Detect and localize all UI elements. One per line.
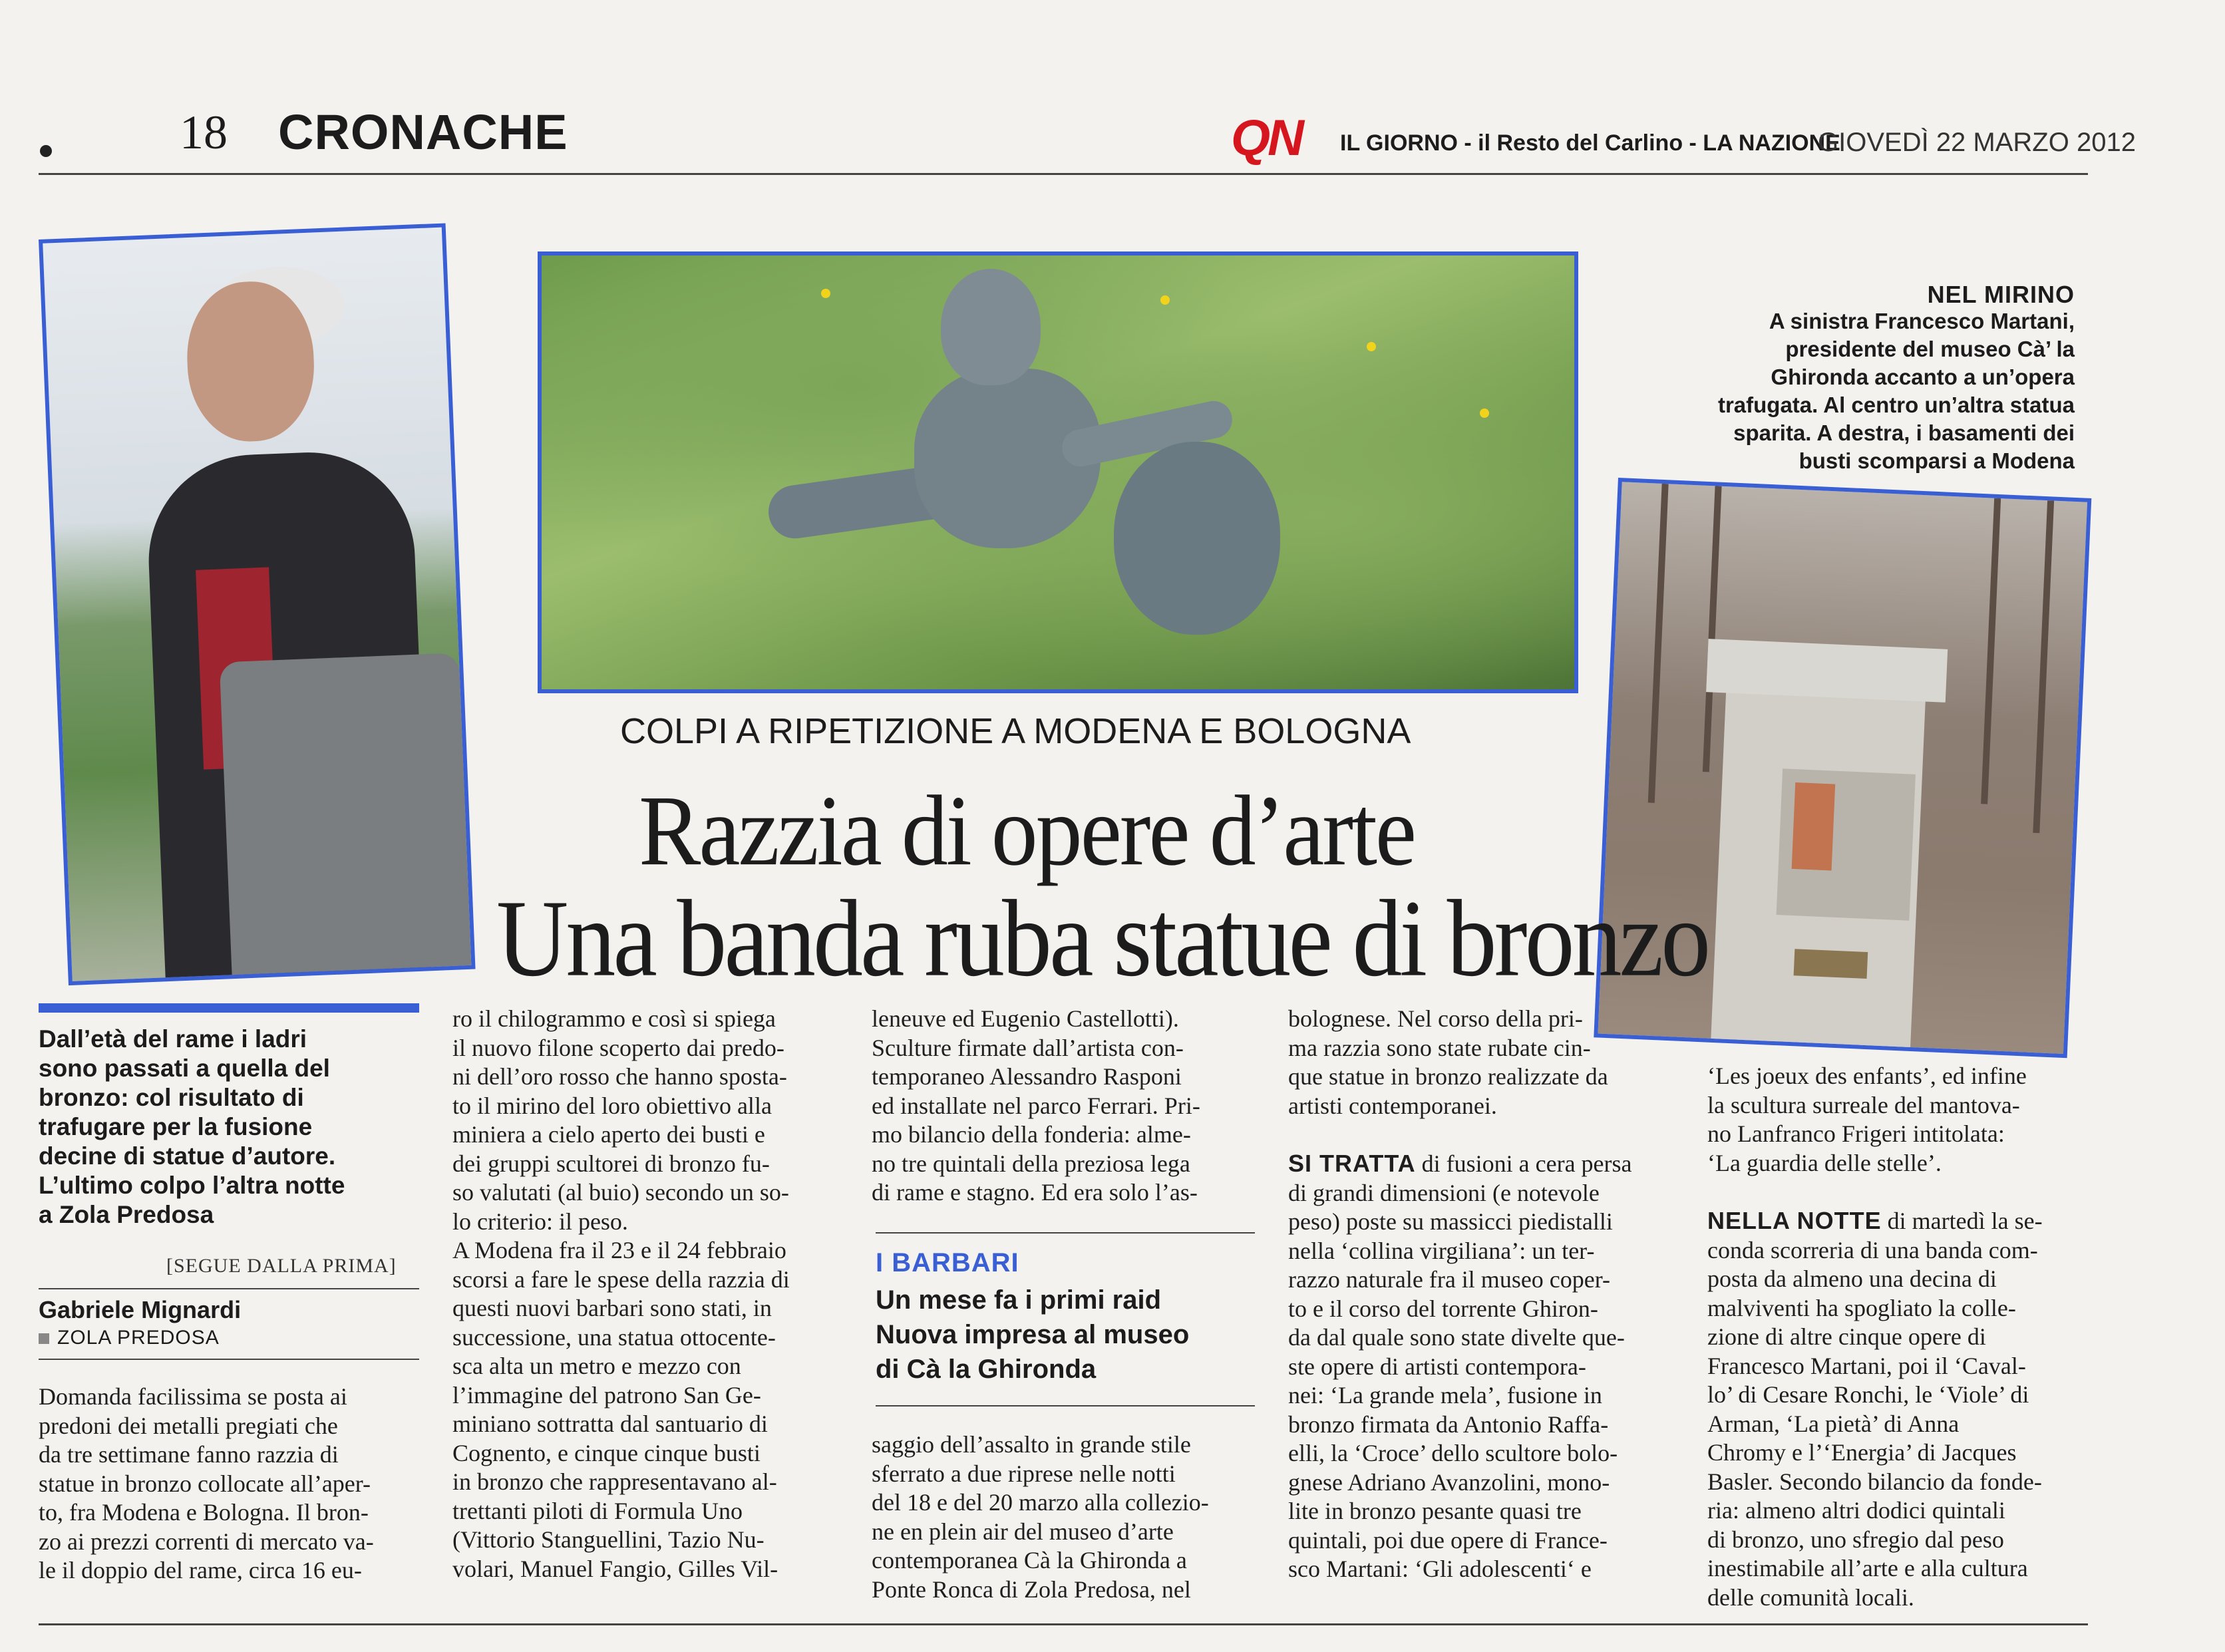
text-line: di grandi dimensioni (e notevole xyxy=(1288,1179,1600,1206)
article-column-5 xyxy=(1707,1062,2043,1612)
text-line: Chromy e l’‘Energia’ di Jacques xyxy=(1707,1439,2017,1466)
paragraph-spacer xyxy=(1707,1178,2043,1206)
text-line: bronzo firmata da Antonio Raffa- xyxy=(1288,1410,1609,1438)
text-line: ma razzia sono state rubate cin- xyxy=(1288,1034,1591,1061)
text-line: ste opere di artisti contempora- xyxy=(1288,1353,1586,1380)
qn-logo: QN xyxy=(1231,110,1301,166)
dateline-text: ZOLA PREDOSA xyxy=(57,1327,220,1349)
text-line: to, fra Modena e Bologna. Il bron- xyxy=(39,1499,369,1526)
photo-francesco-martani xyxy=(39,223,476,985)
caption-title: NEL MIRINO xyxy=(1927,281,2075,308)
text-line: dei gruppi scultorei di bronzo fu- xyxy=(452,1150,770,1177)
section-title: CRONACHE xyxy=(278,104,568,160)
text-line: scorsi a fare le spese della razzia di xyxy=(452,1265,790,1293)
lead-line: a Zola Predosa xyxy=(39,1201,214,1228)
text-line: Ponte Ronca di Zola Predosa, nel xyxy=(872,1575,1191,1603)
pedestal-top-shape xyxy=(1706,639,1948,703)
article-column-1 xyxy=(39,1383,374,1585)
lead-line: L’ultimo colpo l’altra notte xyxy=(39,1172,345,1199)
text-line: zione di altre cinque opere di xyxy=(1707,1323,1986,1350)
byline: Gabriele Mignardi xyxy=(39,1296,242,1323)
text-line: di bronzo, uno sfregio dal peso xyxy=(1707,1526,2004,1553)
text-line: so valutati (al buio) secondo un so- xyxy=(452,1179,789,1206)
text-line: questi nuovi barbari sono stati, in xyxy=(452,1295,772,1321)
tree-shape xyxy=(1703,486,1722,772)
text-span: di martedì la se- xyxy=(1881,1208,2043,1234)
text-line: lo’ di Cesare Ronchi, le ‘Viole’ di xyxy=(1707,1381,2029,1408)
text-line: to e il corso del torrente Ghiron- xyxy=(1288,1295,1598,1322)
text-line: statue in bronzo collocate all’aper- xyxy=(39,1470,371,1497)
text-line: l’immagine del patrono San Ge- xyxy=(452,1381,761,1408)
dateline-square-icon xyxy=(39,1333,49,1344)
sidebar-tag: I BARBARI xyxy=(876,1248,1019,1277)
text-line: ne en plein air del museo d’arte xyxy=(872,1518,1174,1545)
text-line: ‘La guardia delle stelle’. xyxy=(1707,1149,1942,1176)
caption-line: trafugata. Al centro un’altra statua xyxy=(1717,393,2075,417)
cherub-head-shape xyxy=(941,269,1041,385)
article-column-3-top xyxy=(872,1005,1200,1208)
text-line: no tre quintali della preziosa lega xyxy=(872,1150,1190,1177)
newspaper-names: IL GIORNO - il Resto del Carlino - LA NAZIONE xyxy=(1340,130,1840,156)
text-line: contemporanea Cà la Ghironda a xyxy=(872,1547,1187,1573)
plaque-red-shape xyxy=(1792,782,1836,870)
text-line: razzo naturale fra il museo coper- xyxy=(1288,1266,1611,1293)
text-line: to il mirino del loro obiettivo alla xyxy=(452,1092,772,1119)
text-line: saggio dell’assalto in grande stile xyxy=(872,1431,1191,1458)
photo-cherub-statue xyxy=(538,251,1578,693)
text-line: trettanti piloti di Formula Uno xyxy=(452,1497,743,1524)
text-line: conda scorreria di una banda com- xyxy=(1707,1236,2038,1263)
footer-rule xyxy=(39,1623,2088,1625)
text-line: bolognese. Nel corso della pri- xyxy=(1288,1005,1583,1032)
text-line: delle comunità locali. xyxy=(1707,1583,1914,1611)
caption-line: presidente del museo Cà’ la xyxy=(1785,337,2075,361)
text-line: gnese Adriano Avanzolini, mono- xyxy=(1288,1468,1610,1496)
text-line: Cognento, e cinque cinque busti xyxy=(452,1439,761,1466)
text-line xyxy=(1288,1149,1632,1179)
dateline xyxy=(39,1327,220,1349)
text-line: zo ai prezzi correnti di mercato va- xyxy=(39,1528,374,1555)
text-line: posta da almeno una decina di xyxy=(1707,1265,1997,1292)
barbari-rule-bottom xyxy=(876,1405,1255,1406)
headline-secondary: Una banda ruba statue di bronzo xyxy=(496,878,1709,999)
text-line: que statue in bronzo realizzate da xyxy=(1288,1063,1608,1090)
text-line: miniano sottratta dal santuario di xyxy=(452,1410,768,1437)
header-rule xyxy=(39,173,2088,175)
text-line: peso) poste su massicci piedistalli xyxy=(1288,1208,1613,1235)
text-line: Domanda facilissima se posta ai xyxy=(39,1383,347,1410)
text-line: lo criterio: il peso. xyxy=(452,1208,628,1235)
text-line: sca alta un metro e mezzo con xyxy=(452,1353,741,1379)
tree-shape xyxy=(1648,484,1669,803)
text-line: da tre settimane fanno razzia di xyxy=(39,1441,339,1468)
lead-summary xyxy=(39,1025,411,1230)
kicker: COLPI A RIPETIZIONE A MODENA E BOLOGNA xyxy=(620,711,1411,751)
continued-note: [SEGUE DALLA PRIMA] xyxy=(166,1255,397,1277)
text-line: mo bilancio della fonderia: alme- xyxy=(872,1121,1191,1148)
flower-shape xyxy=(1480,409,1489,418)
barbari-rule-top xyxy=(876,1232,1255,1234)
caption-text xyxy=(1609,307,2075,475)
article-column-2 xyxy=(452,1005,790,1583)
text-line: ‘Les joeux des enfants’, ed infine xyxy=(1707,1063,2027,1089)
text-line: inestimabile all’arte e alla cultura xyxy=(1707,1555,2028,1581)
paragraph-lead: SI TRATTA xyxy=(1288,1150,1416,1177)
text-line: le il doppio del rame, circa 16 eu- xyxy=(39,1557,362,1583)
text-line: volari, Manuel Fangio, Gilles Vil- xyxy=(452,1555,778,1582)
sidebar-headline-line: Un mese fa i primi raid xyxy=(876,1285,1162,1315)
text-line: ed installate nel parco Ferrari. Pri- xyxy=(872,1092,1200,1119)
paragraph-lead: NELLA NOTTE xyxy=(1707,1207,1882,1234)
flower-shape xyxy=(1367,342,1376,351)
text-line: Basler. Secondo bilancio da fonde- xyxy=(1707,1468,2042,1495)
caption-line: busti scomparsi a Modena xyxy=(1798,448,2075,473)
text-line: miniera a cielo aperto dei busti e xyxy=(452,1121,765,1148)
paragraph-spacer xyxy=(1288,1120,1632,1149)
text-line: del 18 e del 20 marzo alla collezio- xyxy=(872,1489,1209,1516)
lead-line: trafugare per la fusione xyxy=(39,1113,313,1140)
text-line: sferrato a due riprese nelle notti xyxy=(872,1460,1176,1487)
text-line: sco Martani: ‘Gli adolescenti‘ e xyxy=(1288,1556,1592,1582)
tree-shape xyxy=(2033,500,2054,833)
lead-accent-bar xyxy=(39,1003,419,1013)
text-line: la scultura surreale del mantova- xyxy=(1707,1091,2020,1118)
text-line: ro il chilogrammo e così si spiega xyxy=(452,1005,776,1032)
tree-shape xyxy=(1981,498,2001,804)
small-plaque-shape xyxy=(1794,949,1868,979)
caption-line: Ghironda accanto a un’opera xyxy=(1771,365,2075,389)
article-column-4 xyxy=(1288,1005,1632,1584)
dateline-rule xyxy=(39,1359,419,1360)
issue-date: GIOVEDÌ 22 MARZO 2012 xyxy=(1818,128,2136,157)
byline-rule xyxy=(39,1288,419,1289)
text-line: elli, la ‘Croce’ dello scultore bolo- xyxy=(1288,1440,1618,1466)
text-line: Sculture firmate dall’artista con- xyxy=(872,1034,1184,1061)
text-line: leneuve ed Eugenio Castellotti). xyxy=(872,1005,1179,1032)
caption-line: A sinistra Francesco Martani, xyxy=(1769,309,2075,333)
text-line: ni dell’oro rosso che hanno sposta- xyxy=(452,1063,787,1090)
text-line: in bronzo che rappresentavano al- xyxy=(452,1468,777,1495)
sidebar-headline xyxy=(876,1283,1248,1387)
text-line: lite in bronzo pesante quasi tre xyxy=(1288,1498,1582,1524)
text-line xyxy=(1707,1206,2043,1236)
text-line: A Modena fra il 23 e il 24 febbraio xyxy=(452,1237,786,1263)
flower-shape xyxy=(1160,295,1170,305)
text-line: (Vittorio Stanguellini, Tazio Nu- xyxy=(452,1526,765,1553)
text-line: predoni dei metalli pregiati che xyxy=(39,1412,338,1439)
headline-main: Razzia di opere d’arte xyxy=(639,775,1415,887)
text-line: ria: almeno altri dodici quintali xyxy=(1707,1497,2005,1524)
text-span: di fusioni a cera persa xyxy=(1415,1150,1632,1177)
header-bullet xyxy=(40,145,52,157)
lead-line: sono passati a quella del xyxy=(39,1055,330,1082)
caption-line: sparita. A destra, i basamenti dei xyxy=(1733,420,2075,445)
lead-line: decine di statue d’autore. xyxy=(39,1142,336,1170)
text-line: da dal quale sono state divelte que- xyxy=(1288,1324,1625,1351)
text-line: nei: ‘La grande mela’, fusione in xyxy=(1288,1382,1602,1408)
text-line: malviventi ha spogliato la colle- xyxy=(1707,1294,2016,1321)
sidebar-headline-line: Nuova impresa al museo xyxy=(876,1320,1190,1349)
text-line: nella ‘collina virgiliana’: un ter- xyxy=(1288,1237,1595,1264)
bronze-statue-shape xyxy=(220,653,472,981)
article-column-3-bottom xyxy=(872,1430,1209,1604)
text-line: Francesco Martani, poi il ‘Caval- xyxy=(1707,1352,2026,1379)
lion-mane-shape xyxy=(1114,442,1280,635)
text-line: quintali, poi due opere di France- xyxy=(1288,1526,1608,1554)
page-number: 18 xyxy=(180,106,228,159)
sidebar-headline-line: di Cà la Ghironda xyxy=(876,1355,1097,1384)
text-line: temporaneo Alessandro Rasponi xyxy=(872,1063,1182,1090)
text-line: il nuovo filone scoperto dai predo- xyxy=(452,1034,784,1061)
text-line: successione, una statua ottocente- xyxy=(452,1323,776,1351)
lead-line: Dall’età del rame i ladri xyxy=(39,1025,307,1053)
lead-line: bronzo: col risultato di xyxy=(39,1084,304,1111)
text-line: artisti contemporanei. xyxy=(1288,1092,1497,1119)
text-line: di rame e stagno. Ed era solo l’as- xyxy=(872,1179,1198,1206)
text-line: no Lanfranco Frigeri intitolata: xyxy=(1707,1120,2005,1147)
text-line: Arman, ‘La pietà’ di Anna xyxy=(1707,1410,1960,1437)
flower-shape xyxy=(821,289,830,298)
